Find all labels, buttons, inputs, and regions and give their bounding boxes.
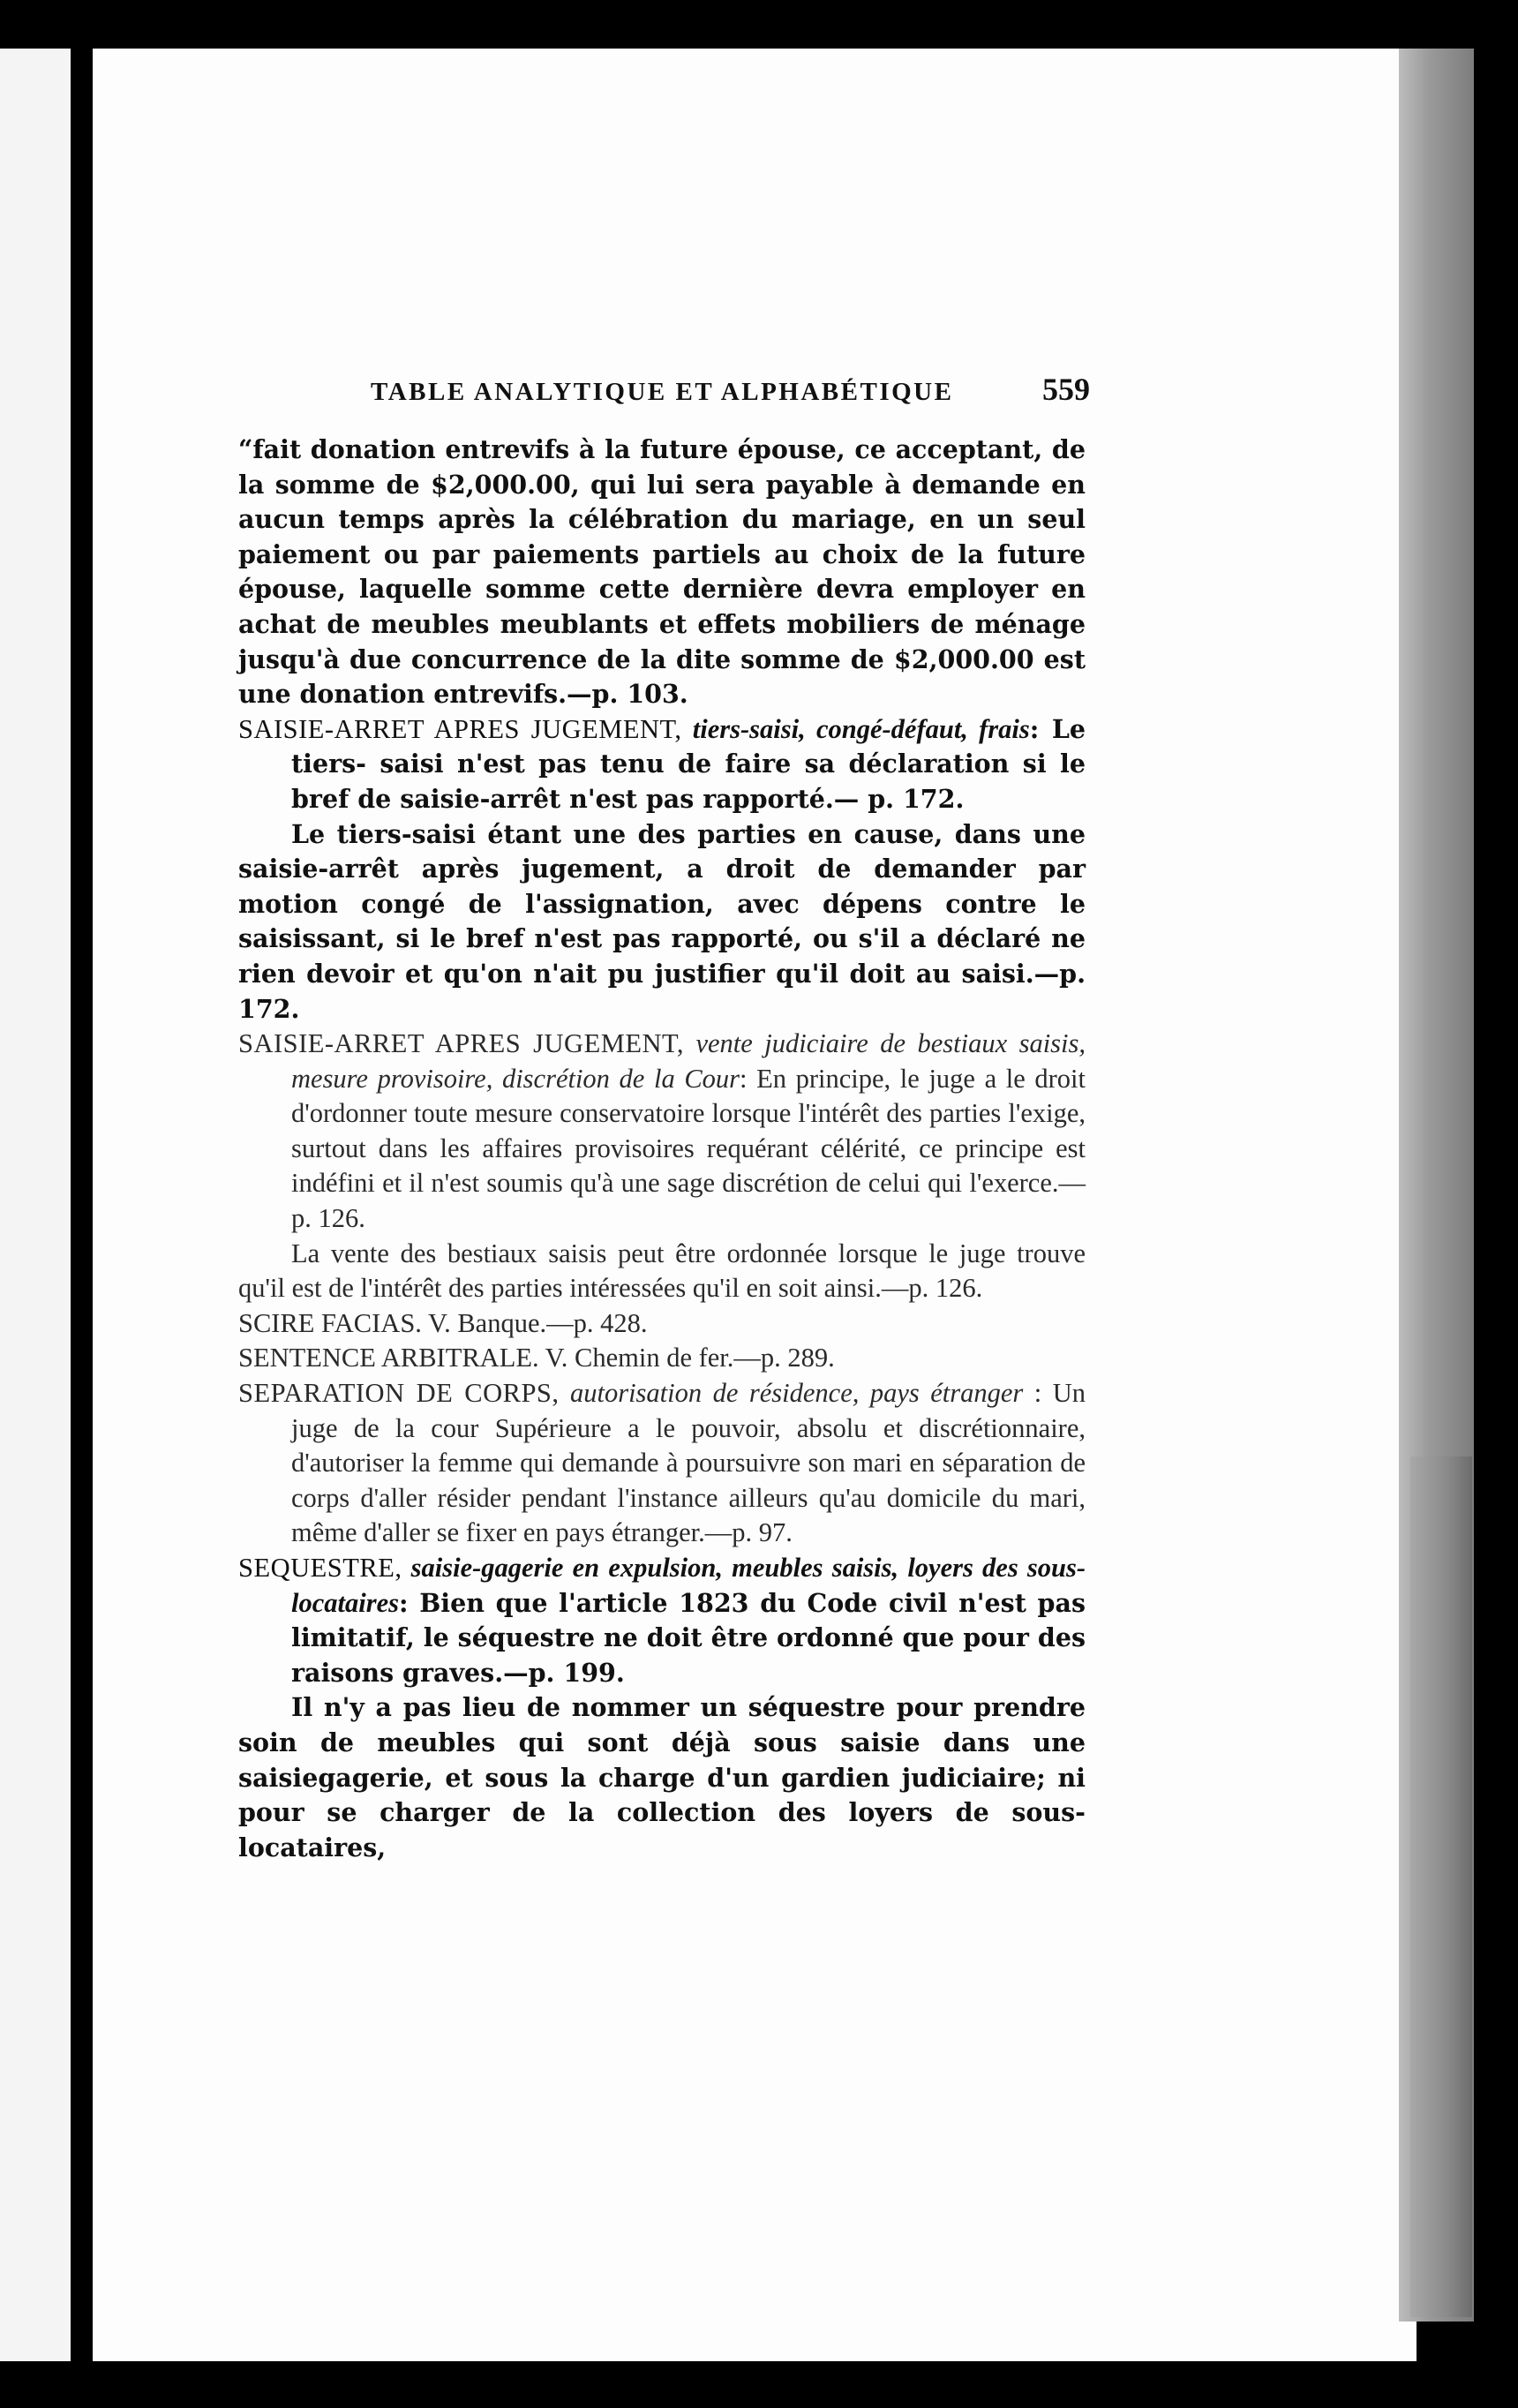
entry-headword: SEPARATION DE CORPS, <box>238 1378 560 1409</box>
entry-headword: SAISIE-ARRET APRES JUGEMENT, <box>238 1028 684 1059</box>
entry-headword: SAISIE-ARRET APRES JUGEMENT, <box>238 713 682 744</box>
entry-paragraph: Le tiers-saisi étant une des parties en cause, dans une saisie-arrêt après jugement, a droit de demander par motion congé de l'assignation, avec dépens contre le saisissant, si le bref n'est pas rapporté, ou s'il a déclaré ne rien devoir et qu'on n'ait pu justifier qu'il doit au saisi.—p. 172. <box>238 818 1086 1024</box>
entry-headword: SEQUESTRE, <box>238 1553 402 1583</box>
entry-text: : Le tiers- saisi n'est pas tenu de faire sa déclaration si le bref de saisie-arrêt n'est pas rapporté.— p. 172. <box>291 713 1086 814</box>
entry-text: : Bien que l'article 1823 du Code civil n'est pas limitatif, le séquestre ne doit être ordonné que pour des raisons graves.—p. 199. <box>291 1587 1086 1688</box>
index-entry-saisie-arret-1 <box>238 712 1086 817</box>
index-text <box>238 433 1086 1865</box>
entry-topics: tiers-saisi, congé-défaut, frais <box>692 713 1030 744</box>
page-right-edge-lower <box>1410 1456 1472 2317</box>
index-entry-sentence-arbitrale: SENTENCE ARBITRALE. V. Chemin de fer.—p. 289. <box>238 1343 835 1373</box>
entry-text: : En principe, le juge a le droit d'ordonner toute mesure conservatoire lorsque l'intérêt des parties l'exige, surtout dans les affaires provisoires requérant célérité, ce principe est indéfini et il n'est soumis qu'à une sage discrétion de celui qui l'exerce.—p. 126. <box>291 1063 1086 1234</box>
continued-paragraph: “fait donation entrevifs à la future épouse, ce acceptant, de la somme de $2,000.00, qui lui sera payable à demande en aucun temps après la célébration du mariage, en un seul paiement ou par paiements partiels au choix de la future épouse, laquelle somme cette dernière devra employer en achat de meubles meublants et effets mobiliers de ménage jusqu'à due concurrence de la dite somme de $2,000.00 est une donation entrevifs.—p. 103. <box>238 434 1086 710</box>
previous-page-edge <box>0 49 71 2361</box>
index-entry-sequestre <box>238 1551 1086 1690</box>
entry-paragraph: La vente des bestiaux saisis peut être ordonnée lorsque le juge trouve qu'il est de l'intérêt des parties intéressées qu'il en soit ainsi.—p. 126. <box>238 1238 1086 1304</box>
running-head <box>371 371 1090 418</box>
entry-text: : Un juge de la cour Supérieure a le pouvoir, absolu et discrétionnaire, d'autoriser la femme qui demande à poursuivre son mari en séparation de corps d'aller résider pendant l'instance ailleurs qu'au domicile du mari, même d'aller se fixer en pays étranger.—p. 97. <box>291 1378 1086 1548</box>
index-entry-scire-facias: SCIRE FACIAS. V. Banque.—p. 428. <box>238 1307 648 1338</box>
index-entry-saisie-arret-2 <box>238 1027 1086 1237</box>
entry-topics: saisie-gagerie en expulsion, meubles saisis, loyers des sous-locataires <box>291 1553 1086 1618</box>
entry-topics: vente judiciaire de bestiaux saisis, mesure provisoire, discrétion de la Cour <box>291 1028 1086 1094</box>
page-number: 559 <box>1042 372 1090 407</box>
entry-paragraph: Il n'y a pas lieu de nommer un séquestre pour prendre soin de meubles qui sont déjà sous saisie dans une saisiegagerie, et sous la charge d'un gardien judiciaire; ni pour se charger de la collection des loyers de sous-locataires, <box>238 1692 1086 1862</box>
running-title: TABLE ANALYTIQUE ET ALPHABÉTIQUE <box>371 378 954 406</box>
entry-topics: autorisation de résidence, pays étranger <box>569 1378 1024 1409</box>
index-entry-separation-de-corps <box>238 1376 1086 1551</box>
